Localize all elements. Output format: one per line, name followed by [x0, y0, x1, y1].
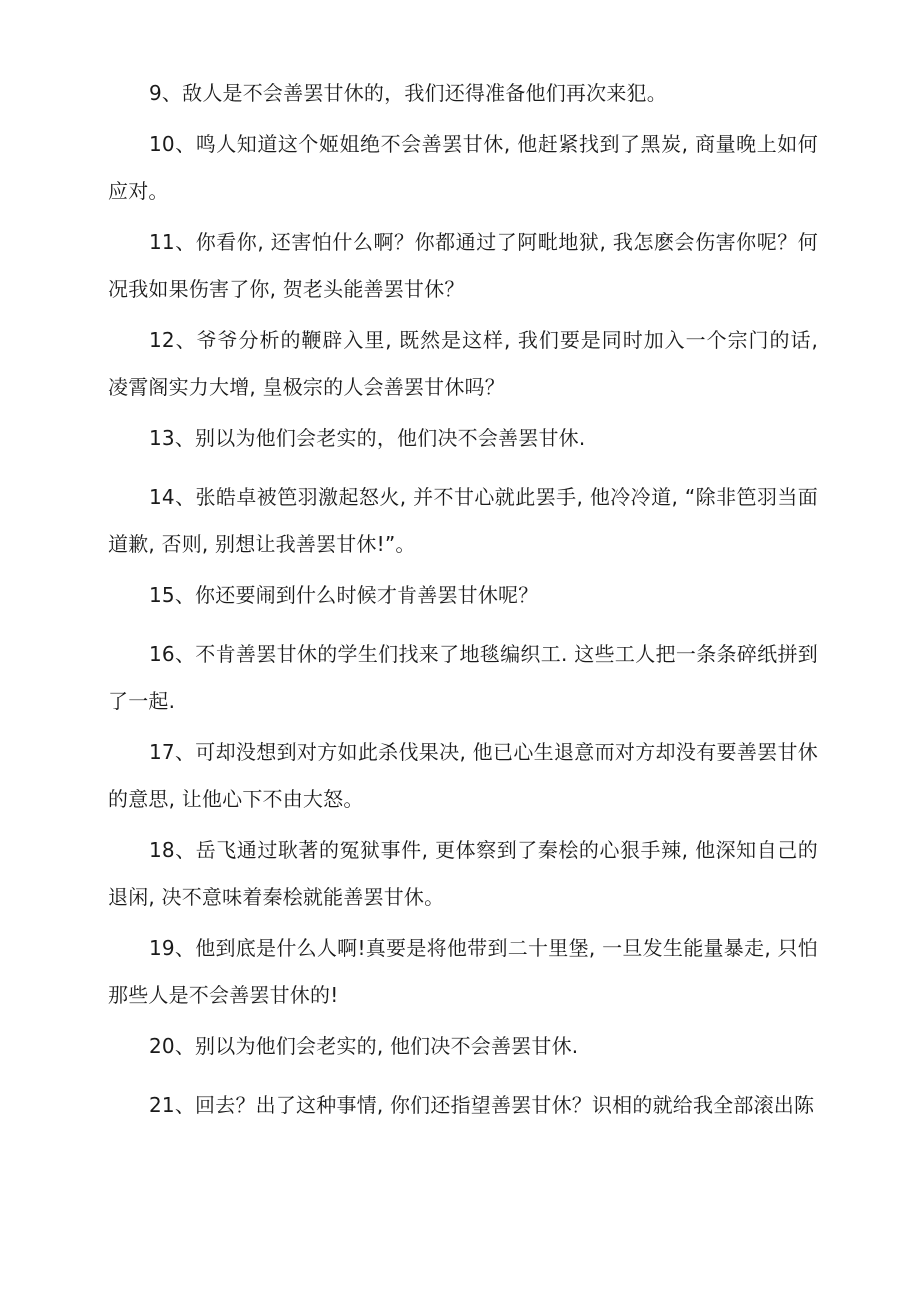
paragraph-20: 20、别以为他们会老实的, 他们决不会善罢甘休.	[149, 1034, 579, 1058]
paragraph-14: 14、张皓卓被笆羽激起怒火, 并不甘心就此罢手, 他冷冷道, “除非笆羽当面道歉, 否则, 别想让我善罢甘休!”。	[108, 485, 818, 556]
paragraph-9: 9、敌人是不会善罢甘休的，我们还得准备他们再次来犯。	[149, 81, 667, 105]
paragraph-19: 19、他到底是什么人啊!真要是将他带到二十里堡, 一旦发生能量暴走, 只怕那些人是不会善罢甘休的!	[108, 936, 818, 1007]
paragraph-17: 17、可却没想到对方如此杀伐果决, 他已心生退意而对方却没有要善罢甘休的意思, 让他心下不由大怒。	[108, 740, 818, 811]
paragraph-15: 15、你还要闹到什么时候才肯善罢甘休呢？	[149, 583, 539, 607]
paragraph-13: 13、别以为他们会老实的，他们决不会善罢甘休.	[149, 426, 586, 450]
paragraph-21: 21、回去？出了这种事情, 你们还指望善罢甘休？识相的就给我全部滚出陈	[149, 1093, 815, 1117]
paragraph-12: 12、爷爷分析的鞭辟入里, 既然是这样, 我们要是同时加入一个宗门的话, 凌霄阁实力大增, 皇极宗的人会善罢甘休吗？	[108, 328, 818, 399]
paragraph-11: 11、你看你, 还害怕什么啊？你都通过了阿毗地狱, 我怎麽会伤害你呢？何况我如果伤害了你, 贺老头能善罢甘休？	[108, 230, 818, 301]
paragraph-18: 18、岳飞通过耿著的冤狱事件, 更体察到了秦桧的心狠手辣, 他深知自己的退闲, 决不意味着秦桧就能善罢甘休。	[108, 838, 818, 909]
document-body	[108, 70, 818, 1129]
paragraph-10: 10、鸣人知道这个姬姐绝不会善罢甘休, 他赶紧找到了黑炭, 商量晚上如何应对。	[108, 132, 818, 203]
paragraph-16: 16、不肯善罢甘休的学生们找来了地毯编织工. 这些工人把一条条碎纸拼到了一起.	[108, 642, 818, 713]
